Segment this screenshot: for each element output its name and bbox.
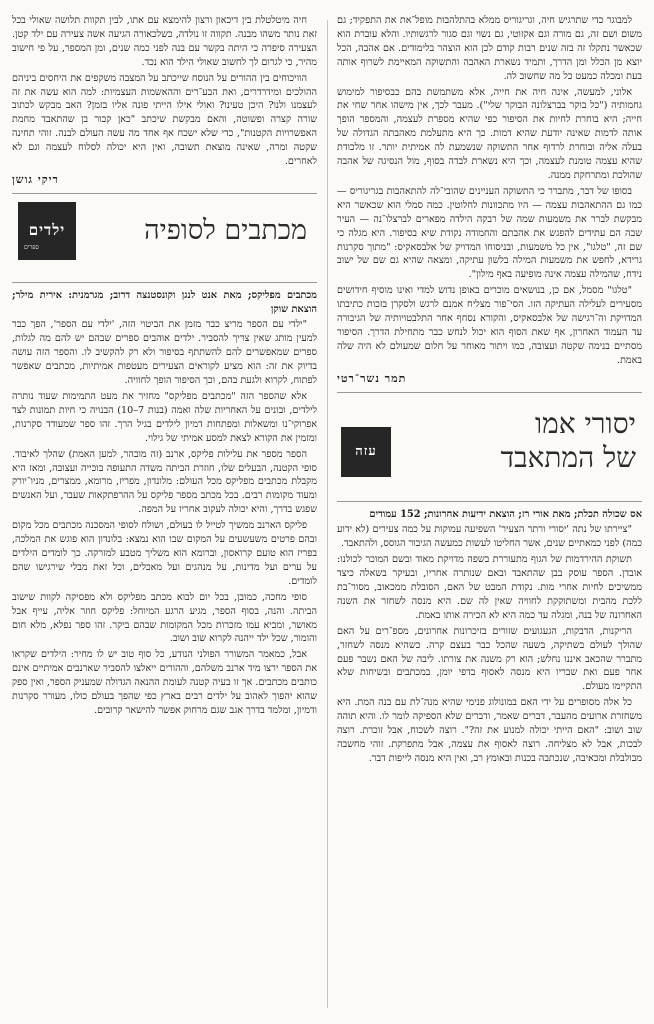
article-paragraph: פליקס הארנב ממשיך לטייל לו בעולם, ושולח לסופי המסכנה מכתבים מכל מקום ובהם פרטים משעשעים על המקום שבו הוא נמצא: בלונדון הוא פוגש את המלכה, בפריז הוא טועם קרואסון, וברומא הוא משליך מטבע למזרקה. כך לומדים הילדים על ערים ועל מדינות, על מנהגים ועל מאכלים, וכל זאת מבלי שירגישו שהם לומדים.: [12, 520, 317, 587]
section-logo: [18, 202, 76, 260]
review-header: [337, 392, 642, 502]
article-paragraph: "ציירתו של נתה 'יסורי ורתר הצעיר' השפיעה עמוקות על כמה צעירים (לא ידוע כמה) לפני כמאתיים שנים, אשר החליטו לעשות כמעשה הגיבור הגוסס, ולהתאבד.: [337, 524, 642, 550]
book-credits: מכתבים מפליקס; מאת אנט לנגן וקונסטנצה דרוב; מגרמנית: אירית מילר; הוצאת שוקן: [12, 289, 317, 315]
review-title: מכתבים לסופיה: [144, 214, 307, 246]
review-title: [501, 407, 636, 475]
article-paragraph: הספר מספר את עלילות פליקס, ארנב (זה מובהר, למען האמת) שהלך לאיבוד. סופי הקטנה, הבעלים שלו, חוזרת הביתה משדה התעופה בוכייה ועצובה, ומאז היא מקבלת מכתבים מפליקס מכל העולם: מלונדון, מפריז, מרומא, ממצרים, מניו־יורק ומעוד מקומות רבים. בכל מכתב מספר פליקס על ההרפתקאות שעבר, ועל האנשים שפגש בדרך, והיא יכולה לעקוב אחריו על המפה.: [12, 448, 317, 516]
review-title-line: של המתאבד: [500, 440, 636, 474]
article-paragraph: הוויכוחים בין ההורים על הנוסח שייכתב על המצבה משקפים את היחסים ביניהם ההולכים ומידרדרים, ואת הבע־רים וההאשמות העצמיות: למה הוא עשה את זה לעצמנו ולנו? היכן טעינו? ואולי אילו הייתי פונה אליו בזמן? האב מבקש לכתוב שורה קצרה ופשוטה, והאם מבקשת שיכתב "כאן קבור בן שהתאבד מחמת האפשרויות הקטנות", כדי שלא ישכח אף אחד מה עשה העולם לבנה. זוהי תחינה שקטה ומרה, שאינה מוצאת תשובה, ואין היא יכולה לסלוח לעצמה וגם לא לאחרים.: [12, 72, 317, 168]
column-divider: [327, 20, 328, 1008]
section-logo: [341, 427, 391, 477]
article-paragraph: תשוקת ההירדמות של הגוף מתעוררת בשפה מדויקת מאוד ובשם המוכר לכולנו: אובדן. הספר עוסק בבן שהתאבד ובאם שנותרה אחריו, ובעיקר בשאלה כיצד ממשיכים לחיות אחרי מות. נקודת המבט של האם, הסובלת ממכאוב, מסור־בת ללכת מהבית ומשתוקקת לחוויה שאין לה שם. היא מנסה לשחזר את השנה האחרונה של בנה, ומגלה עד כמה היא לא הכירה אותו באמת.: [337, 554, 642, 621]
left-column: [12, 14, 317, 1012]
article-paragraph: "ילדי עם הספר מריצ כבר מזמן את הביטוי הזה, 'ילדי עם הספר', הפך כבר למעין מותג שאין צריך להסביר. ילדים אוהבים ספרים שבהם יש להם מה לגלות, ספרים שמאפשרים להם להשתתף בסיפור ולא רק להקשיב לו. והספר הזה עושה בדיוק את זה: הוא מציע לקוראים הצעירים מעטפות אמיתיות, מכתבים שאפשר לפתוח, לקרוא ולגעת בהם, וכך הסיפור הופך לחוויה.: [12, 319, 317, 387]
review-title-line: יסורי אמו: [535, 406, 636, 440]
right-column: [337, 14, 642, 1012]
article-paragraph: סופי מחכה, כמובן, בכל יום לבוא מכתב מפליקס ולא מפסיקה לקוות שישוב הביתה. והנה, בסוף הספר, מגיע הרגע המיוחל: פליקס חוזר אליה, עייף אבל מאושר, ומביא עמו מזכרות מכל המקומות שבהם ביקר. זהו ספר נפלא, מלא חום והומור, שכל ילד ייהנה לקרוא שוב ושוב.: [12, 591, 317, 645]
article-paragraph: הריקנות, הדבקות, הגעגועים שזורים בזיכרונות אחרונים, מספ־רים על האם שהולך לעולם בשתיקה, בשעה שהכל כבר בעצם קרה. כשהיא מנסה לשחזר, מתברר שהכאב איננו נחלש; הוא רק משנה את צורתו. ליבה של האם נשבר פעם אחר פעם ואת שבריו היא מנסה לאסוף בדפי יומן, במכתבים ובשיחות שלא התקיימו מעולם.: [337, 625, 642, 693]
section-logo-subtext: ספרים: [24, 243, 39, 251]
author-signature: תמר נשר־רטי: [337, 371, 407, 385]
article-paragraph: אלוני, למעשה, אינה חיה את חייה, אלא משתמשת בהם כבסיפור למימוש גחמותיה ("כל בוקר בברצלונה הבוקר שלי"). מעבר לכך, אין מישהו אחר שחי את חייה; היא בוחרת לחיות את הסיפור כפי שהיא מספרת לעצמה, והמספר הופך אותה לדמות שאינה יודעת שהיא דמות. כך היא מתעלמת מאהבתה הגדולה של בעלה אליה ובוחרת לרדוף אחר התשוקה שנשמעת לה אמיתית יותר. זו מלכודת שהיא עצמה טומנת לעצמה, וכך היא נשארת לבדה בסוף, מול הנסיגה של אהבה שהולכת ומתרחקת ממנה.: [337, 86, 642, 181]
article-paragraph: למבוגר כדי שתרגיש חיה, וגריגוריס ממלא בהתלהבות מופל־את את התפקיד; גם משום ושם זה, גם מורה וגם אקזוטי, גם נשוי וגם סגור לרגשותיו. והלא עוברת הוא שכאשר נתקלו זה בזה שנים רבות קודם לכן הוא הוצהר בלימודים. אם אהבה, הכל יוצא מן הכלל ומן הדרך, ותמיד נשארת האהבה והתשוקה המאיימת לשרוף אותה בעת ומכלה כמעט כל מה שחשוב לה.: [337, 15, 642, 82]
article-paragraph: "טלגו" מסמל, אם כן, בנושאים מוכרים באופן נדוש למדי ואינו מוסיף חידושים מסעירים לעלילה העתיקה הזו. הסי־פור מצליח אמנם לרגש ולסקרן בזכות כתיבתו המדויקת וה־רגישה של אלבסאקיס, והקורא נסחף אחר התלבטויותיה של הגיבורה עד העמוד האחרון, אף שאת הסוף הוא יכול לנחש כבר מתחילת הדרך. הסיפור מסתיים בנימה שקטה ועצובה, כמו ויתור מאוחר על חלום שמעולם לא היה שלה באמת.: [337, 285, 642, 366]
review-header: [12, 193, 317, 283]
article-paragraph: בסופו של דבר, מתברר כי התשוקה העניינים שהובי־לה להתאהבות בגריגוריס — כמו גם ההתאהבות עצמה — היו מתכוונות לחלוטין. כמה סמלי הוא שכאשר היא מבקשת לברר את משמעות שמה של רבקה הילדה מפארים לברצלו־נה — העיר שבה הם עתידים להפגש את אהבתם והחמודה נקודת שיא בסיפור. היא מגלה כי שם זה, "טלגו", אין כל משמעות, ובניסוחו המדויק של אלבסאקיס: "מתוך סקרנות גרידא, לחפש את משמעות המילה בלשון עתיקה, ומצאה שהיא גם שם של ישוב נידח, שהמילה עצמה אינה מופיעה באף מילון".: [337, 185, 642, 281]
section-logo-text: ילדים: [28, 220, 66, 239]
author-signature: ריקי גושן: [12, 172, 59, 186]
book-credits: אס שכולה תכלת; מאת אורי רז; הוצאת ידיעות אחרונות; 152 עמודים: [369, 508, 642, 520]
article-paragraph: אלא שהספר הזה "מכתבים מפליקס" מחזיר את מעט התמימות שעוד נותרה לילדים, ובונים על האחריות שלה ואמה (בנות 7–10) הבנויה כי חיות תמונות לצד אפרוקי־נו ומשאלות ומפתחות דמיון לילדים בגיל הרך. זהו ספר שמעודד סקרנות, ומזמין את הקורא לצאת למסע אמיתי של גילוי.: [12, 391, 317, 444]
article-paragraph: חיה מיטלטלת בין דיכאון ורצון להימצא עם אתו, לבין תקוות תלושה שאולי בכל זאת נותר משהו מבנה. תקווה זו נולדה, כשלכאורה הגיעה אשה צעירה עם ילד קטן. הצעירה סיפרה כי היתה בקשר עם בנה לפני כמה שנים, ומן המספר, על פי חישוב מהיר, כי לגרום לך לחשוב שאולי הילד הוא נכד.: [12, 15, 317, 68]
section-logo-text: עזה: [355, 443, 377, 459]
article-paragraph: אבל, כמאמר המשורר הפולני הנודע, כל סוף טוב יש לו מחיר: הילדים שקראו את הספר ירצו מיד ארנב משלהם, וההורים ייאלצו להסביר שארנבים אמיתיים אינם כותבים מכתבים. אך זו בעיה קטנה לעומת ההנאה הגדולה שמעניק הספר, ואין ספק שהוא יהפוך לאהוב על ילדים רבים בארץ כפי שהפך בעולם כולו, מעורר סקרנות ודמיון, ומלמד בדרך אגב שגם מרחוק אפשר להישאר קרובים.: [12, 649, 317, 716]
article-paragraph: כל אלה מסופרים על ידי האם במונולוג פנימי שהיא מנה־לת עם בנה המת. היא משחזרת ארועים מהעבר, דברים שאמר, ודברים שלא הספיקה לומר לו. והיא תוהה שוב ושוב: "האם הייתי יכולה למנוע את זה?". רוצה לשכוח, אבל זוכרת. רוצה לבכות, אבל לא מצליחה. רוצה לאסוף את עצמה, אבל מתפרקת. זוהי מחשבה מבולבלת ומכאיבה, שנכתבה בכנות ובאומץ רב, ואין היא מנסה לייפות דבר.: [337, 697, 642, 764]
